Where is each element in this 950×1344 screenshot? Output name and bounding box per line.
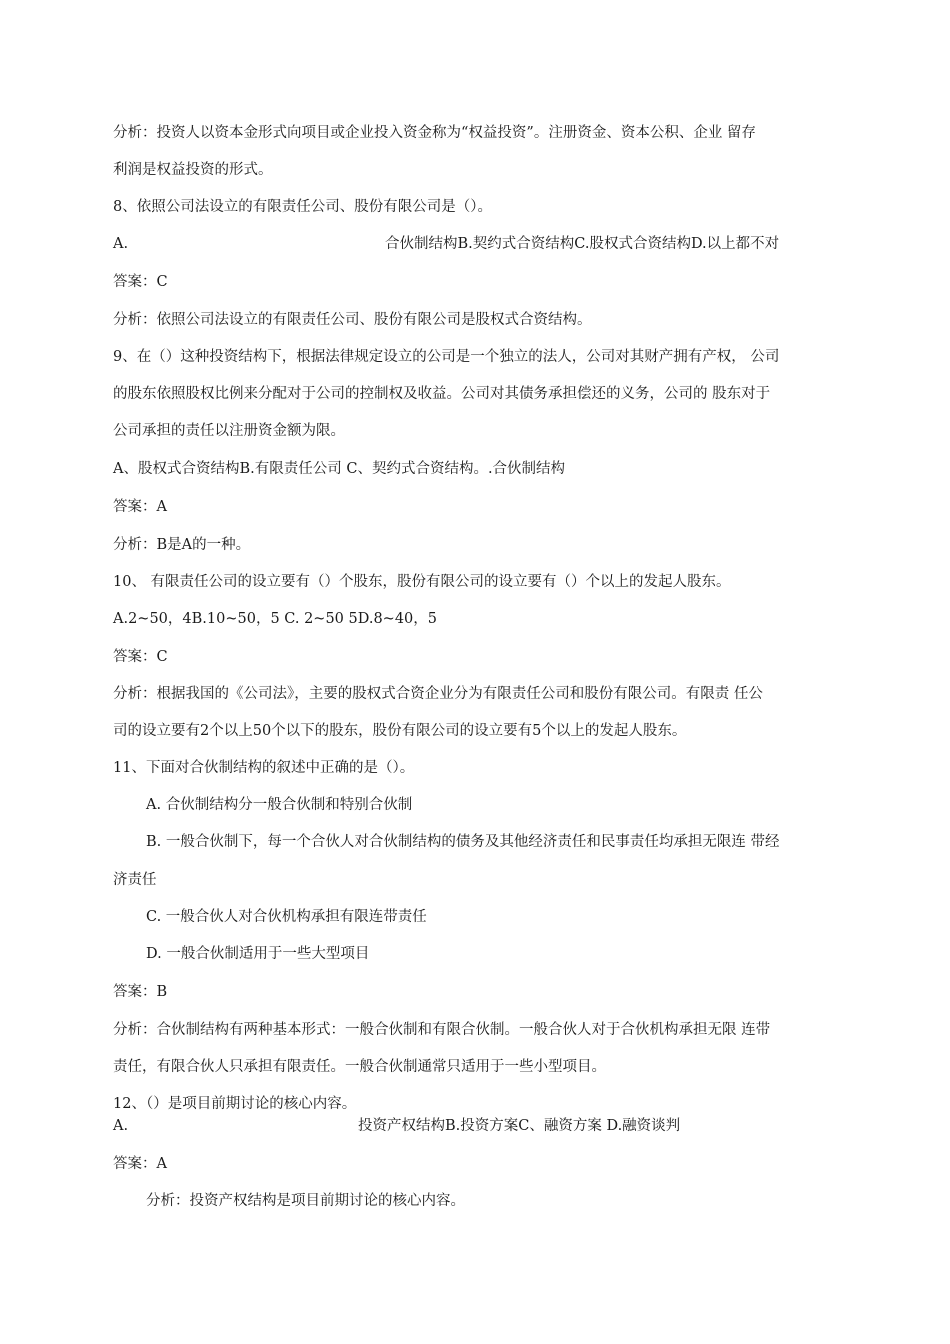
analysis-text: 司的设立要有2个以上50个以下的股东，股份有限公司的设立要有5个以上的发起人股东。: [113, 723, 687, 739]
question-8: 8、依照公司法设立的有限责任公司、股份有限公司是（）。: [113, 199, 492, 215]
option-label-a: A.: [113, 236, 129, 252]
question-11: 11、下面对合伙制结构的叙述中正确的是（）。: [113, 760, 415, 776]
question-9: 9、在（）这种投资结构下，根据法律规定设立的公司是一个独立的法人，公司对其财产拥有产权， 公司: [113, 349, 780, 365]
question-12: 12、（）是项目前期讨论的核心内容。: [113, 1096, 357, 1112]
question-9: 公司承担的责任以注册资金额为限。: [113, 423, 345, 439]
option-a: A. 合伙制结构分一般合伙制和特别合伙制: [146, 797, 413, 813]
answer: 答案：A: [113, 1156, 167, 1172]
analysis-text: 分析：根据我国的《公司法》，主要的股权式合资企业分为有限责任公司和股份有限公司。有限责 任公: [113, 686, 763, 702]
option-label-a: A.: [113, 1118, 129, 1134]
option-d: D. 一般合伙制适用于一些大型项目: [146, 946, 370, 962]
question-10: 10、 有限责任公司的设立要有（）个股东，股份有限公司的设立要有（）个以上的发起人股东。: [113, 574, 731, 590]
analysis-text: 分析：投资产权结构是项目前期讨论的核心内容。: [146, 1193, 465, 1209]
analysis-text: 分析：合伙制结构有两种基本形式：一般合伙制和有限合伙制。一般合伙人对于合伙机构承担无限 连带: [113, 1022, 771, 1038]
question-9-options: A、股权式合资结构B.有限责任公司 C、契约式合资结构。.合伙制结构: [113, 461, 566, 477]
analysis-text: 分析：B是A的一种。: [113, 537, 251, 553]
analysis-text: 利润是权益投资的形式。: [113, 162, 273, 178]
option-c: C. 一般合伙人对合伙机构承担有限连带责任: [146, 909, 427, 925]
answer: 答案：B: [113, 984, 168, 1000]
answer: 答案：A: [113, 499, 167, 515]
question-9: 的股东依照股权比例来分配对于公司的控制权及收益。公司对其债务承担偿还的义务，公司的 股东对于: [113, 386, 771, 402]
answer: 答案：C: [113, 274, 168, 290]
analysis-text: 分析：依照公司法设立的有限责任公司、股份有限公司是股权式合资结构。: [113, 312, 592, 328]
answer: 答案：C: [113, 649, 168, 665]
analysis-text: 责任，有限合伙人只承担有限责任。一般合伙制通常只适用于一些小型项目。: [113, 1059, 606, 1075]
analysis-text: 分析：投资人以资本金形式向项目或企业投入资金称为“权益投资”。注册资金、资本公积、企业 留存: [113, 125, 756, 141]
question-12-options: 投资产权结构B.投资方案C、融资方案 D.融资谈判: [358, 1118, 681, 1134]
question-10-options: A.2~50，4B.10~50，5 C. 2~50 5D.8~40，5: [113, 611, 438, 627]
option-b: 济责任: [113, 872, 157, 888]
question-8-options: 合伙制结构B.契约式合资结构C.股权式合资结构D.以上都不对: [385, 236, 780, 252]
option-b: B. 一般合伙制下，每一个合伙人对合伙制结构的债务及其他经济责任和民事责任均承担无限连 带经: [146, 834, 780, 850]
